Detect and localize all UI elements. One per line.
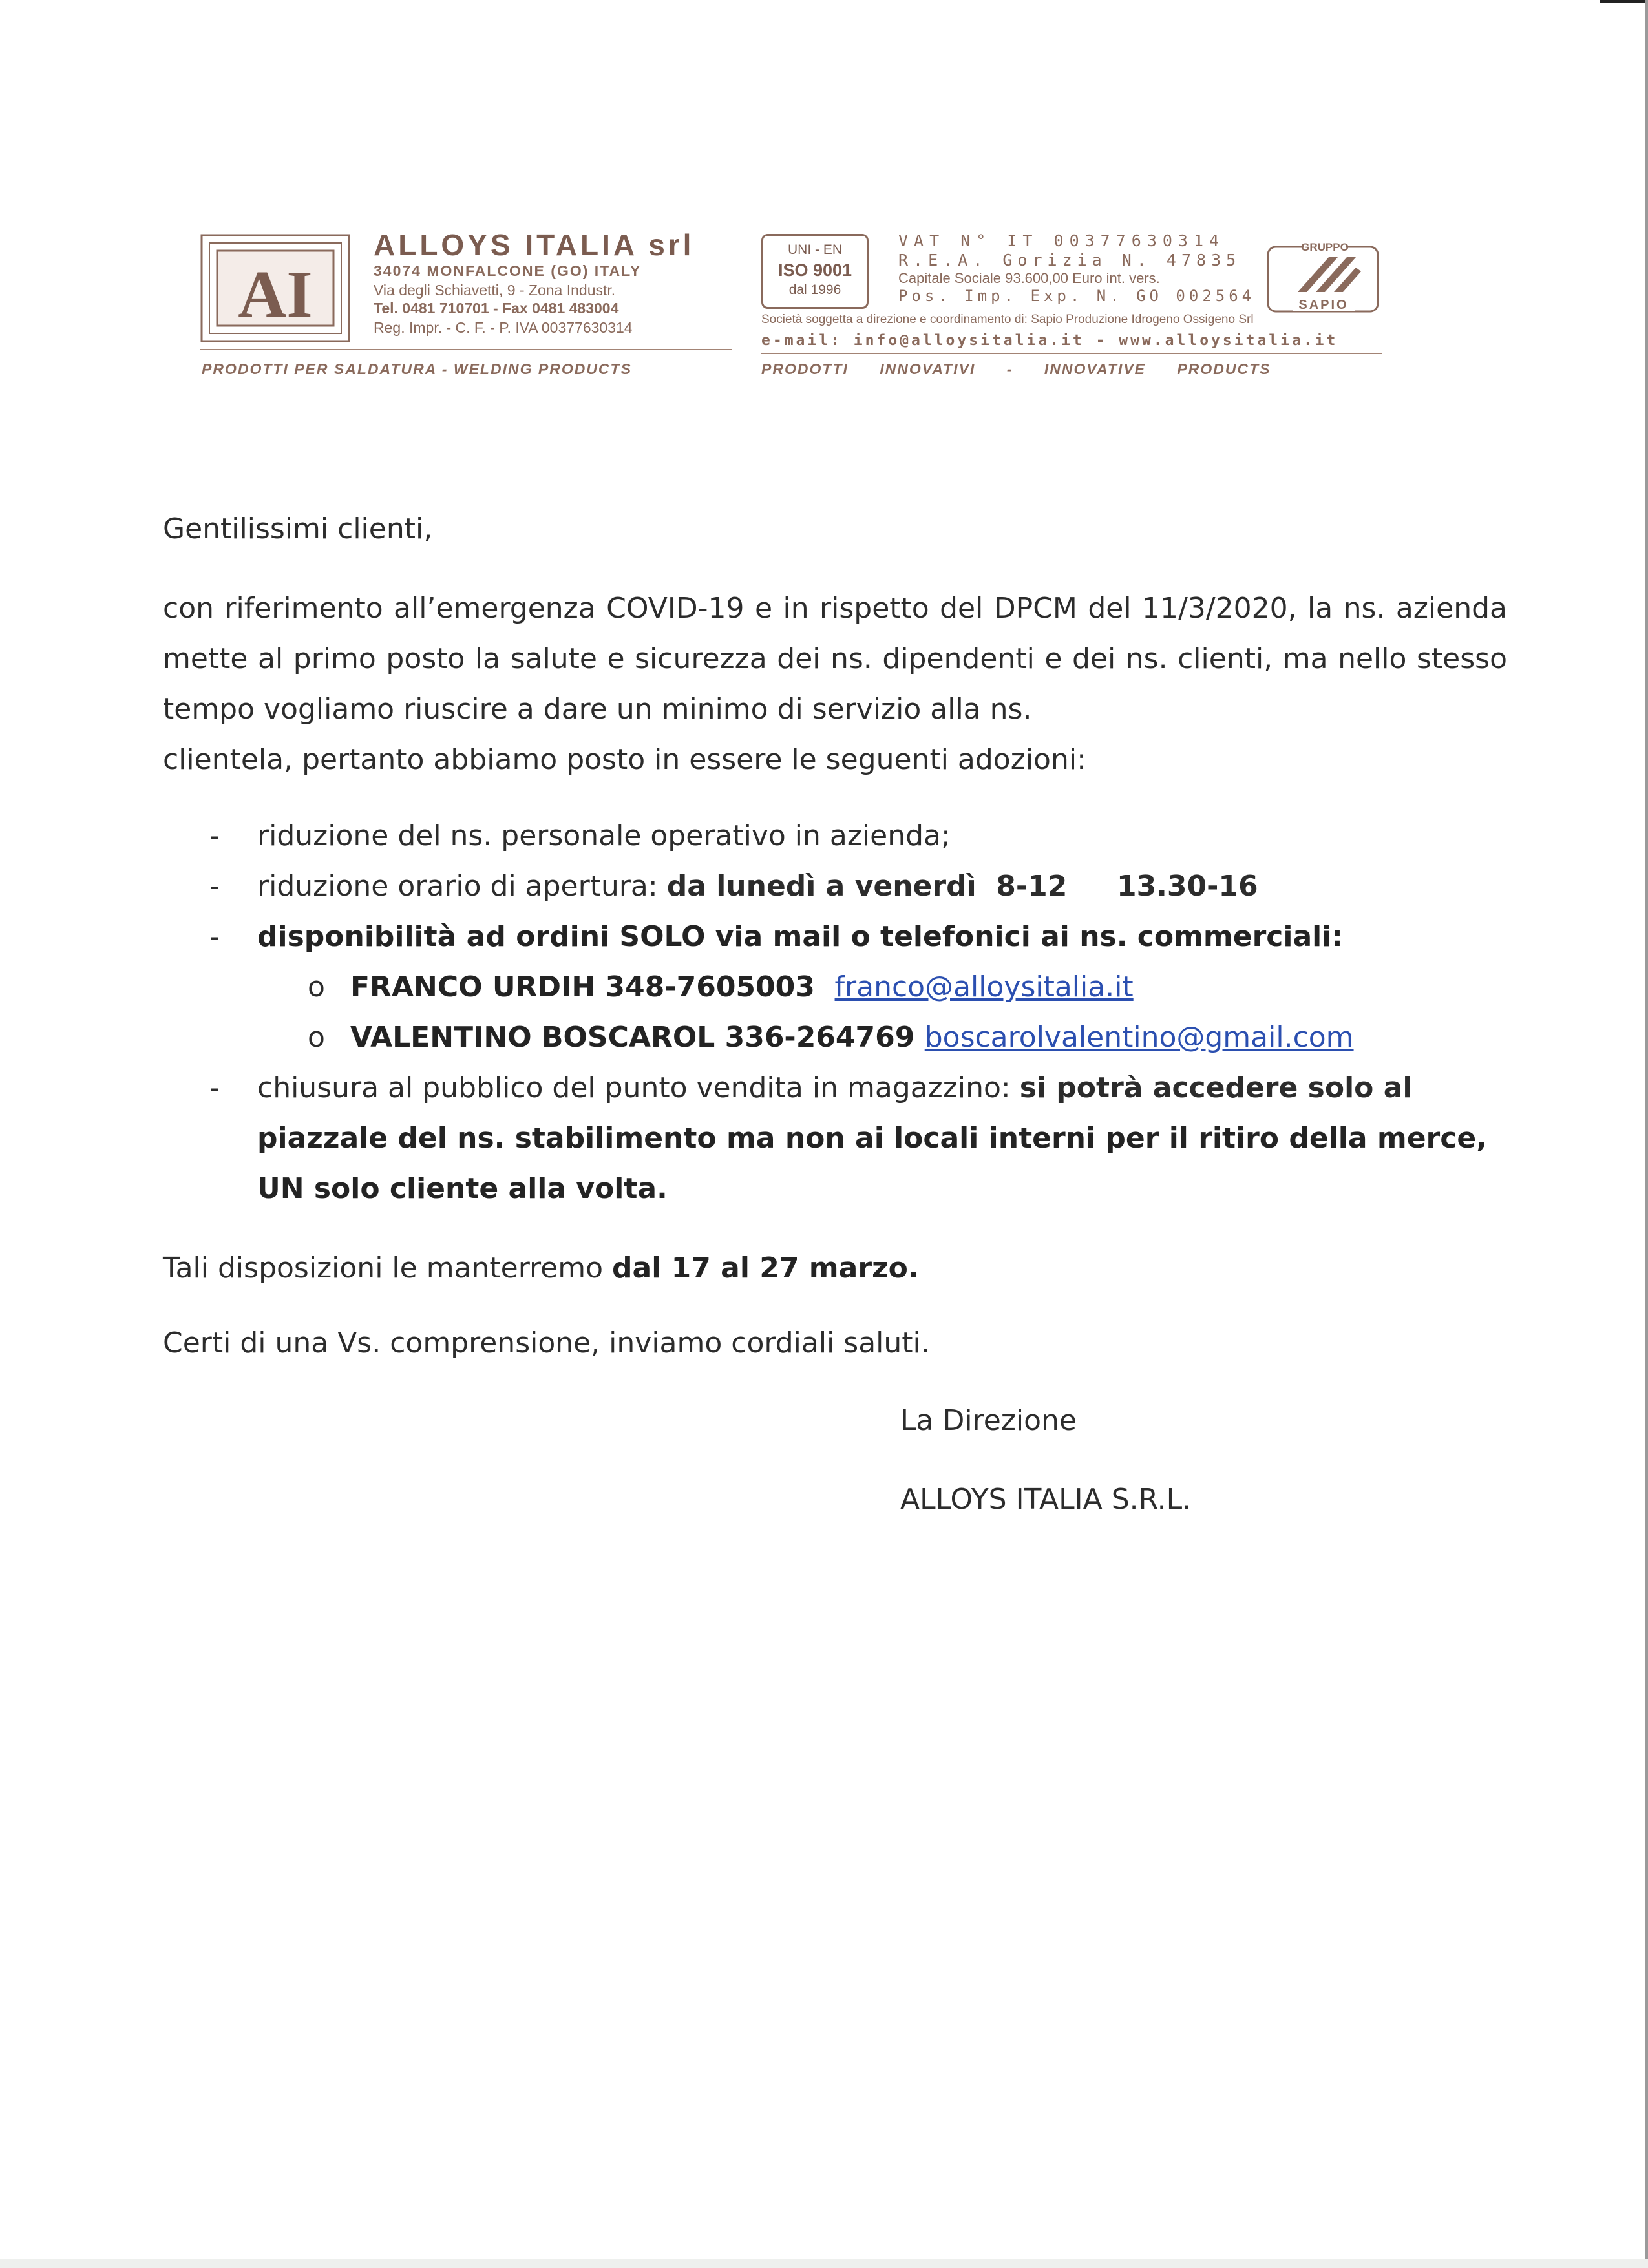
address-street: Via degli Schiavetti, 9 - Zona Industr. xyxy=(374,282,616,299)
bullet-dash-2: - xyxy=(209,870,220,903)
sapio-group-logo-icon xyxy=(1265,238,1380,314)
tagline-innovative: PRODOTTI INNOVATIVI - INNOVATIVE PRODUCTS xyxy=(761,361,1271,377)
iso-certification-badge xyxy=(761,234,869,309)
iso-line-3: dal 1996 xyxy=(788,282,841,297)
contact-valentino xyxy=(350,1013,1354,1063)
contact-franco-name: FRANCO URDIH 348-7605003 xyxy=(350,971,815,1003)
measure-staff-reduction: riduzione del ns. personale operativo in azienda; xyxy=(257,819,951,852)
bullet-dash-3: - xyxy=(209,920,220,953)
vat-number: VAT N° IT 00377630314 xyxy=(898,231,1225,250)
svg-text:SAPIO: SAPIO xyxy=(1298,298,1349,312)
sub-bullet-2: o xyxy=(308,1021,325,1054)
address-city: 34074 MONFALCONE (GO) ITALY xyxy=(374,262,642,279)
contact-franco xyxy=(350,962,1134,1013)
share-capital: Capitale Sociale 93.600,00 Euro int. vers. xyxy=(898,270,1160,286)
iso-line-2: ISO 9001 xyxy=(777,260,852,280)
closing-salutation: Certi di una Vs. comprensione, inviamo cordiali saluti. xyxy=(163,1327,930,1360)
intro-paragraph xyxy=(163,583,1507,735)
scan-edge-right xyxy=(1645,0,1648,2268)
registry-number: Reg. Impr. - C. F. - P. IVA 00377630314 xyxy=(374,319,633,336)
scan-edge-top xyxy=(1600,0,1648,3)
scan-edge-bottom xyxy=(0,2259,1648,2268)
signature-direction: La Direzione xyxy=(900,1404,1077,1437)
svg-text:GRUPPO: GRUPPO xyxy=(1301,241,1349,253)
validity-label: Tali disposizioni le manterremo xyxy=(163,1252,612,1285)
group-direction-note: Società soggetta a direzione e coordinamento di: Sapio Produzione Idrogeno Ossigeno Srl xyxy=(761,313,1254,326)
intro-last-line: clientela, pertanto abbiamo posto in essere le seguenti adozioni: xyxy=(163,743,1086,776)
measure-opening-hours xyxy=(257,861,1258,912)
greeting: Gentilissimi clienti, xyxy=(163,512,433,545)
bullet-dash-1: - xyxy=(209,819,220,852)
bullet-dash-4: - xyxy=(209,1071,220,1104)
rea-number: R.E.A. Gorizia N. 47835 xyxy=(898,251,1241,269)
opening-hours-label: riduzione orario di apertura: xyxy=(257,870,667,903)
store-closure-label: chiusura al pubblico del punto vendita in magazzino: xyxy=(257,1071,1020,1104)
company-name: ALLOYS ITALIA srl xyxy=(374,228,695,262)
measure-orders: disponibilità ad ordini SOLO via mail o telefonici ai ns. commerciali: xyxy=(257,920,1343,953)
store-closure-detail-3: UN solo cliente alla volta. xyxy=(257,1172,668,1205)
opening-hours-value: da lunedì a venerdì 8-12 13.30-16 xyxy=(666,870,1258,903)
iso-line-1: UNI - EN xyxy=(788,242,842,257)
contact-franco-email-link[interactable]: franco@alloysitalia.it xyxy=(834,971,1134,1003)
intro-text: con riferimento all’emergenza COVID-19 e in rispetto del DPCM del 11/3/2020, la ns. azienda mette al primo posto la salute e sicurezza dei ns. dipendenti e dei ns. clienti, ma nello stesso tempo vogliamo riuscire a dare un minimo di servizio alla ns. xyxy=(163,592,1507,726)
svg-text:AI: AI xyxy=(238,257,313,331)
store-closure-detail-1: si potrà accedere solo al xyxy=(1019,1071,1413,1104)
validity-dates xyxy=(163,1243,919,1294)
email-website: e-mail: info@alloysitalia.it - www.alloysitalia.it xyxy=(761,332,1338,349)
phone-fax: Tel. 0481 710701 - Fax 0481 483004 xyxy=(374,300,619,317)
store-closure-detail-2: piazzale del ns. stabilimento ma non ai locali interni per il ritiro della merce, xyxy=(257,1122,1487,1155)
export-position: Pos. Imp. Exp. N. GO 002564 xyxy=(898,287,1256,305)
measure-store-closure xyxy=(257,1063,1413,1113)
contact-valentino-name: VALENTINO BOSCAROL 336-264769 xyxy=(350,1021,915,1054)
contact-valentino-email-link[interactable]: boscarolvalentino@gmail.com xyxy=(924,1021,1354,1054)
letterhead-rule-left xyxy=(200,349,732,350)
letterhead-rule-right xyxy=(761,353,1382,354)
alloys-logo-icon xyxy=(200,234,350,342)
validity-period: dal 17 al 27 marzo. xyxy=(612,1252,919,1285)
signature-company: ALLOYS ITALIA S.R.L. xyxy=(900,1483,1192,1516)
sub-bullet-1: o xyxy=(308,971,325,1003)
tagline-welding: PRODOTTI PER SALDATURA - WELDING PRODUCTS xyxy=(202,361,632,377)
